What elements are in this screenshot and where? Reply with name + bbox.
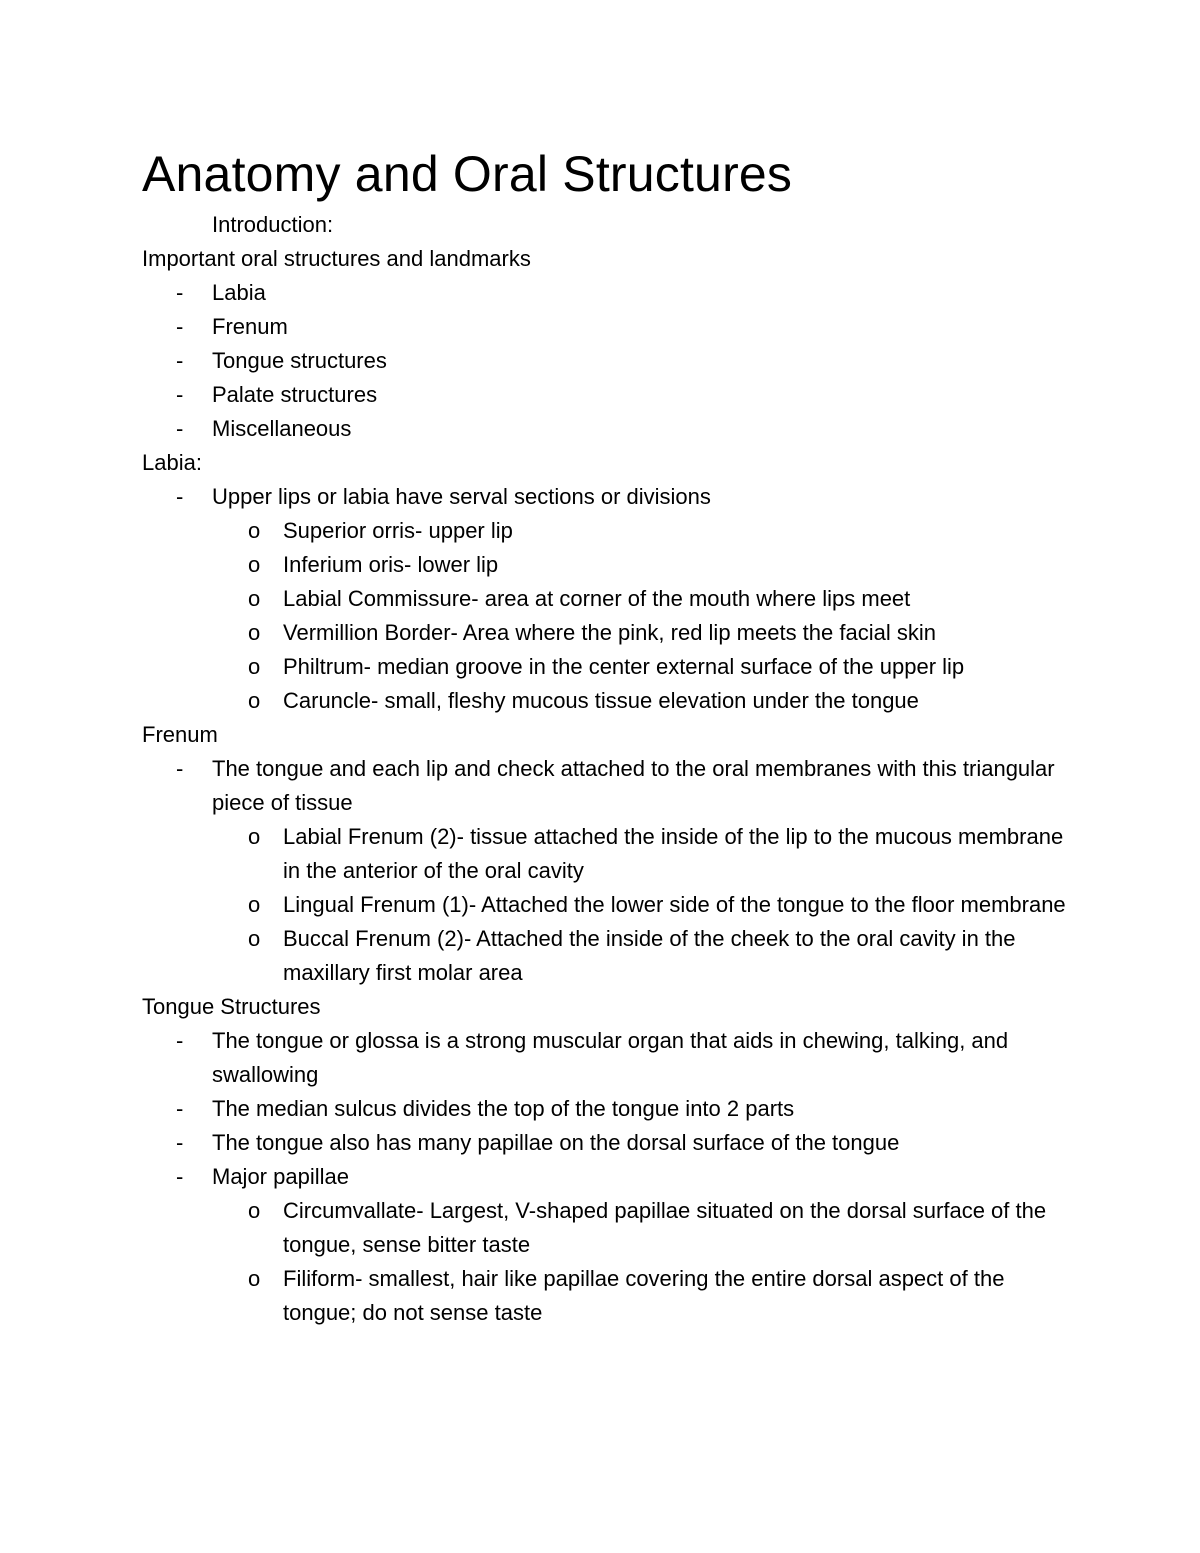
dash-marker: -	[176, 756, 184, 781]
sub-list-item: o Lingual Frenum (1)- Attached the lower side of the tongue to the floor membrane	[142, 888, 1072, 922]
dash-marker: -	[176, 1130, 184, 1155]
list-item: - Frenum	[142, 310, 1072, 344]
sub-list-item: o Filiform- smallest, hair like papillae covering the entire dorsal aspect of the tongue; do not sense taste	[142, 1262, 1072, 1330]
circle-marker: o	[248, 1266, 261, 1291]
circle-marker: o	[248, 620, 261, 645]
sub-list-item: o Buccal Frenum (2)- Attached the inside of the cheek to the oral cavity in the maxillary first molar area	[142, 922, 1072, 990]
circle-marker: o	[248, 586, 261, 611]
dash-marker: -	[176, 382, 184, 407]
list-item: - Major papillae	[142, 1160, 1072, 1194]
circle-marker: o	[248, 518, 261, 543]
sub-list-item: o Labial Commissure- area at corner of the mouth where lips meet	[142, 582, 1072, 616]
introduction-label: Introduction:	[212, 212, 334, 237]
dash-marker: -	[176, 314, 184, 339]
dash-marker: -	[176, 280, 184, 305]
intro-heading: Important oral structures and landmarks	[142, 246, 531, 271]
sub-list-item: o Vermillion Border- Area where the pink, red lip meets the facial skin	[142, 616, 1072, 650]
list-item: - Miscellaneous	[142, 412, 1072, 446]
circle-marker: o	[248, 552, 261, 577]
sub-list-item: o Inferium oris- lower lip	[142, 548, 1072, 582]
circle-marker: o	[248, 1198, 261, 1223]
list-item: - The tongue and each lip and check attached to the oral membranes with this triangular piece of tissue	[142, 752, 1072, 820]
sub-list-item: o Caruncle- small, fleshy mucous tissue elevation under the tongue	[142, 684, 1072, 718]
dash-marker: -	[176, 1028, 184, 1053]
list-item: - The median sulcus divides the top of the tongue into 2 parts	[142, 1092, 1072, 1126]
dash-marker: -	[176, 1096, 184, 1121]
labia-heading: Labia:	[142, 450, 202, 475]
list-item: - Tongue structures	[142, 344, 1072, 378]
document-page	[142, 140, 1072, 1330]
dash-marker: -	[176, 1164, 184, 1189]
circle-marker: o	[248, 654, 261, 679]
sub-list-item: o Philtrum- median groove in the center external surface of the upper lip	[142, 650, 1072, 684]
sub-list-item: o Labial Frenum (2)- tissue attached the inside of the lip to the mucous membrane in the anterior of the oral cavity	[142, 820, 1072, 888]
frenum-heading: Frenum	[142, 722, 218, 747]
document-title: Anatomy and Oral Structures	[142, 146, 793, 202]
sub-list-item: o Circumvallate- Largest, V-shaped papillae situated on the dorsal surface of the tongue, sense bitter taste	[142, 1194, 1072, 1262]
circle-marker: o	[248, 892, 261, 917]
circle-marker: o	[248, 688, 261, 713]
tongue-structures-heading: Tongue Structures	[142, 994, 321, 1019]
dash-marker: -	[176, 348, 184, 373]
dash-marker: -	[176, 416, 184, 441]
list-item: - The tongue or glossa is a strong muscular organ that aids in chewing, talking, and swallowing	[142, 1024, 1072, 1092]
list-item: - Palate structures	[142, 378, 1072, 412]
list-item: - The tongue also has many papillae on the dorsal surface of the tongue	[142, 1126, 1072, 1160]
list-item: - Upper lips or labia have serval sections or divisions	[142, 480, 1072, 514]
list-item: - Labia	[142, 276, 1072, 310]
sub-list-item: o Superior orris- upper lip	[142, 514, 1072, 548]
circle-marker: o	[248, 824, 261, 849]
circle-marker: o	[248, 926, 261, 951]
dash-marker: -	[176, 484, 184, 509]
